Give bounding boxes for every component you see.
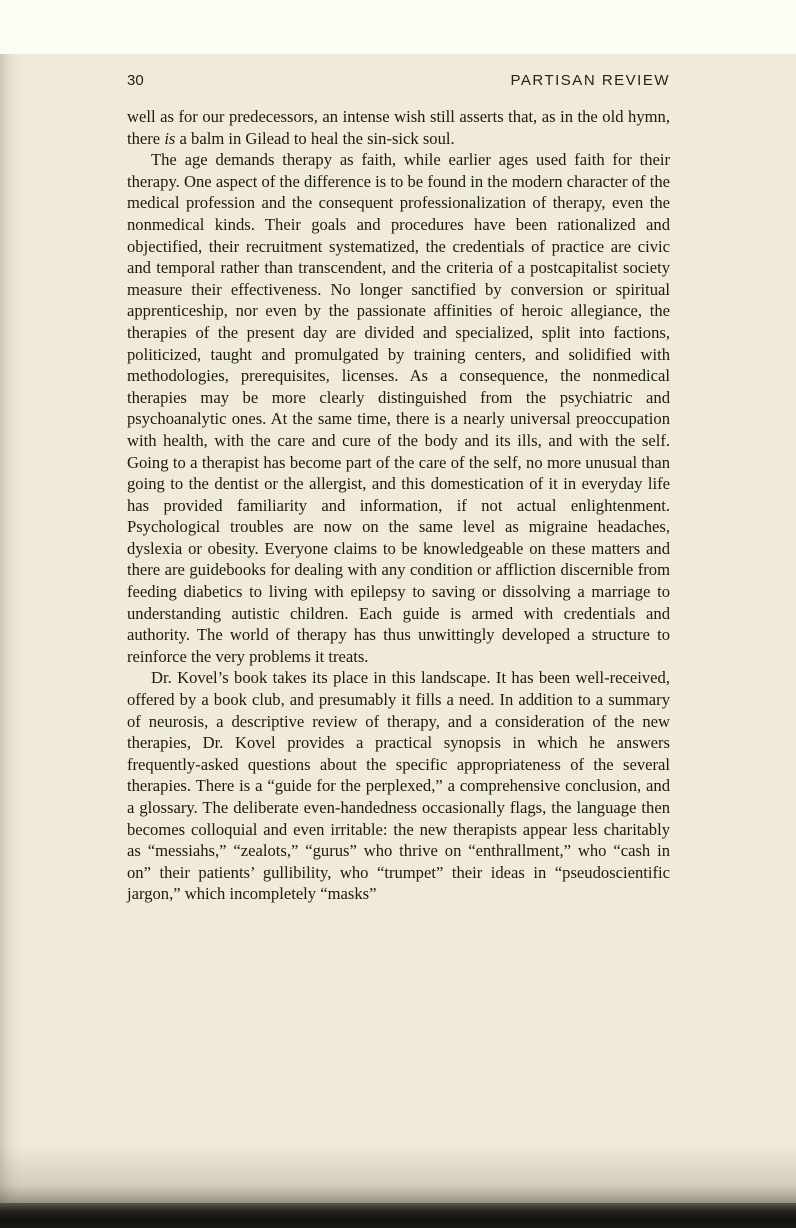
- scan-bottom-edge: [0, 1203, 796, 1228]
- italic-text: is: [164, 128, 176, 148]
- page-header: [127, 72, 670, 89]
- paragraph: [127, 667, 670, 905]
- paragraph: [127, 106, 670, 149]
- text-segment: a balm in Gilead to heal the sin-sick soul.: [175, 128, 455, 148]
- journal-title: PARTISAN REVIEW: [510, 72, 670, 89]
- paragraph: [127, 149, 670, 667]
- page-number: 30: [127, 72, 144, 89]
- text-segment: well as for our predecessors, an intense wish still asserts that, as in the old hymn, there: [127, 107, 670, 148]
- text-segment: The age demands therapy as faith, while earlier ages used faith for their therapy. One aspect of the difference is to be found in the modern character of the medical profession and the consequent professionalization of therapy, even the nonmedical kinds. Their goals and procedures have been rationalized and objectified, their recruitment systematized, the credentials of practice are civic and temporal rather than transcendent, and the criteria of a postcapitalist society measure their effectiveness. No longer sanctified by conversion or spiritual apprenticeship, nor even by the passionate affinities of heroic allegiance, the therapies of the present day are divided and specialized, split into factions, politicized, taught and promulgated by training centers, and solidified with methodologies, prerequisites, licenses. As a consequence, the nonmedical therapies may be more clearly distinguished from the psychiatric and psychoanalytic ones. At the same time, there is a nearly universal preoccupation with health, with the care and cure of the body and its ills, and with the self. Going to a therapist has become part of the care of the self, no more unusual than going to the dentist or the allergist, and this domestication of it in everyday life has provided familiarity and information, if not actual enlightenment. Psychological troubles are now on the same level as migraine headaches, dyslexia or obesity. Everyone claims to be knowledgeable on these matters and there are guidebooks for dealing with any condition or affliction discernible from feeding diabetics to living with epilepsy to saving or dissolving a marriage to understanding autistic children. Each guide is armed with credentials and authority. The world of therapy has thus unwittingly developed a structure to reinforce the very problems it treats.: [127, 150, 670, 666]
- text-block: [127, 106, 670, 905]
- page: [0, 54, 796, 1203]
- text-segment: Dr. Kovel’s book takes its place in this landscape. It has been well-received, offered by a book club, and presumably it fills a need. In addition to a summary of neurosis, a descriptive review of therapy, and a consideration of the new therapies, Dr. Kovel provides a practical synopsis in which he answers frequently-asked questions about the specific appropriateness of the several therapies. There is a “guide for the perplexed,” a comprehensive conclusion, and a glossary. The deliberate even-handedness occasionally flags, the language then becomes colloquial and even irritable: the new therapists appear less charitably as “messiahs,” “zealots,” “gurus” who thrive on “enthrallment,” who “cash in on” their patients’ gullibility, who “trumpet” their ideas in “pseudoscientific jargon,” which incompletely “masks”: [127, 668, 670, 904]
